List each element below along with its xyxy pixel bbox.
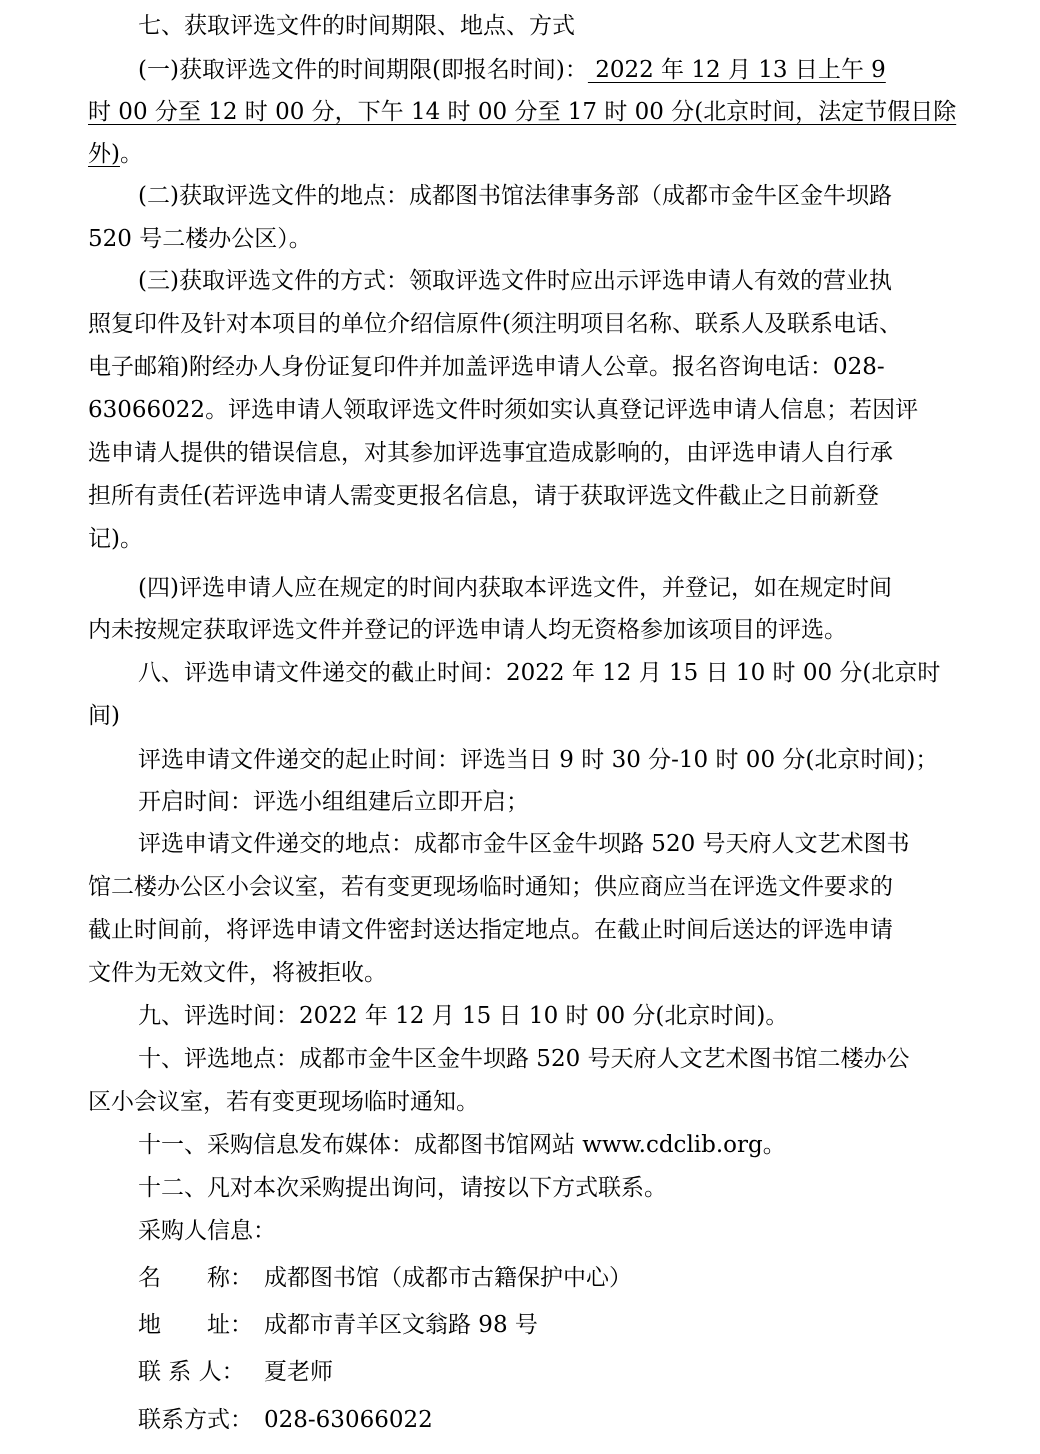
- period: 。: [119, 141, 143, 167]
- section-7-1-label: (一)获取评选文件的时间期限(即报名时间)：: [138, 57, 588, 83]
- purchaser-info-heading: 采购人信息：: [138, 1218, 276, 1244]
- section-7-1-end: [88, 139, 968, 169]
- purchaser-name-row: [138, 1263, 968, 1293]
- section-7-3-line-3: 电子邮箱)附经办人身份证复印件并加盖评选申请人公章。报名咨询电话：028-: [88, 354, 885, 380]
- purchaser-address-row: [138, 1310, 968, 1340]
- registration-time-continued: 时 00 分至 12 时 00 分，下午 14 时 00 分至 17 时 00 分(北京时间，法定节假日除: [88, 99, 957, 125]
- contact-person-label: 联 系 人：: [138, 1359, 245, 1385]
- submission-location-line-2: 馆二楼办公区小会议室，若有变更现场临时通知；供应商应当在评选文件要求的: [88, 874, 893, 900]
- section-7-3-line-6: 担所有责任(若评选申请人需变更报名信息，请于获取评选文件截止之日前新登: [88, 483, 879, 509]
- submission-period: 评选申请文件递交的起止时间：评选当日 9 时 30 分-10 时 00 分(北京时间)；: [138, 747, 939, 773]
- purchaser-name-label: 名 称：: [138, 1265, 253, 1291]
- section-12: 十二、凡对本次采购提出询问，请按以下方式联系。: [138, 1175, 667, 1201]
- section-7-3-line-5: 选申请人提供的错误信息，对其参加评选事宜造成影响的，由评选申请人自行承: [88, 440, 893, 466]
- section-7-3-line-4: 63066022。评选申请人领取评选文件时须如实认真登记评选申请人信息；若因评: [88, 397, 919, 423]
- contact-phone-row: [138, 1405, 968, 1435]
- section-7-3-line-7: 记)。: [88, 526, 143, 552]
- section-7-4-line-1: (四)评选申请人应在规定的时间内获取本评选文件，并登记，如在规定时间: [138, 575, 892, 601]
- section-10-line-2: 区小会议室，若有变更现场临时通知。: [88, 1089, 479, 1115]
- submission-location-line-3: 截止时间前，将评选申请文件密封送达指定地点。在截止时间后送达的评选申请: [88, 917, 893, 943]
- purchaser-address-value: 成都市青羊区文翁路 98 号: [264, 1312, 538, 1338]
- section-9: 九、评选时间：2022 年 12 月 15 日 10 时 00 分(北京时间)。: [138, 1003, 789, 1029]
- opening-time: 开启时间：评选小组组建后立即开启；: [138, 789, 529, 815]
- section-7-1-line: [138, 55, 968, 85]
- purchaser-name-value: 成都图书馆（成都市古籍保护中心）: [264, 1265, 632, 1291]
- purchaser-address-label: 地 址：: [138, 1312, 253, 1338]
- registration-time-value: 2022 年 12 月 13 日上午 9: [587, 57, 886, 83]
- section-8-heading: 八、评选申请文件递交的截止时间：2022 年 12 月 15 日 10 时 00 分(北京时: [138, 660, 941, 686]
- contact-phone-label: 联系方式：: [138, 1407, 253, 1433]
- submission-location-line-1: 评选申请文件递交的地点：成都市金牛区金牛坝路 520 号天府人文艺术图书: [138, 831, 910, 857]
- section-7-heading: 七、获取评选文件的时间期限、地点、方式: [138, 13, 575, 39]
- contact-person-row: [138, 1357, 968, 1387]
- section-7-3-line-1: (三)获取评选文件的方式：领取评选文件时应出示评选申请人有效的营业执: [138, 268, 892, 294]
- section-8-heading-end: 间): [88, 703, 120, 729]
- submission-location-line-4: 文件为无效文件，将被拒收。: [88, 960, 387, 986]
- registration-time-end: 外): [88, 141, 120, 167]
- section-11: 十一、采购信息发布媒体：成都图书馆网站 www.cdclib.org。: [138, 1132, 786, 1158]
- contact-person-value: 夏老师: [264, 1359, 333, 1385]
- contact-phone-value: 028-63066022: [264, 1407, 433, 1433]
- section-10-line-1: 十、评选地点：成都市金牛区金牛坝路 520 号天府人文艺术图书馆二楼办公: [138, 1046, 910, 1072]
- section-7-4-line-2: 内未按规定获取评选文件并登记的评选申请人均无资格参加该项目的评选。: [88, 617, 847, 643]
- section-7-2-line-1: (二)获取评选文件的地点：成都图书馆法律事务部（成都市金牛区金牛坝路: [138, 183, 892, 209]
- section-7-2-line-2: 520 号二楼办公区）。: [88, 226, 312, 252]
- section-7-3-line-2: 照复印件及针对本项目的单位介绍信原件(须注明项目名称、联系人及联系电话、: [88, 311, 902, 337]
